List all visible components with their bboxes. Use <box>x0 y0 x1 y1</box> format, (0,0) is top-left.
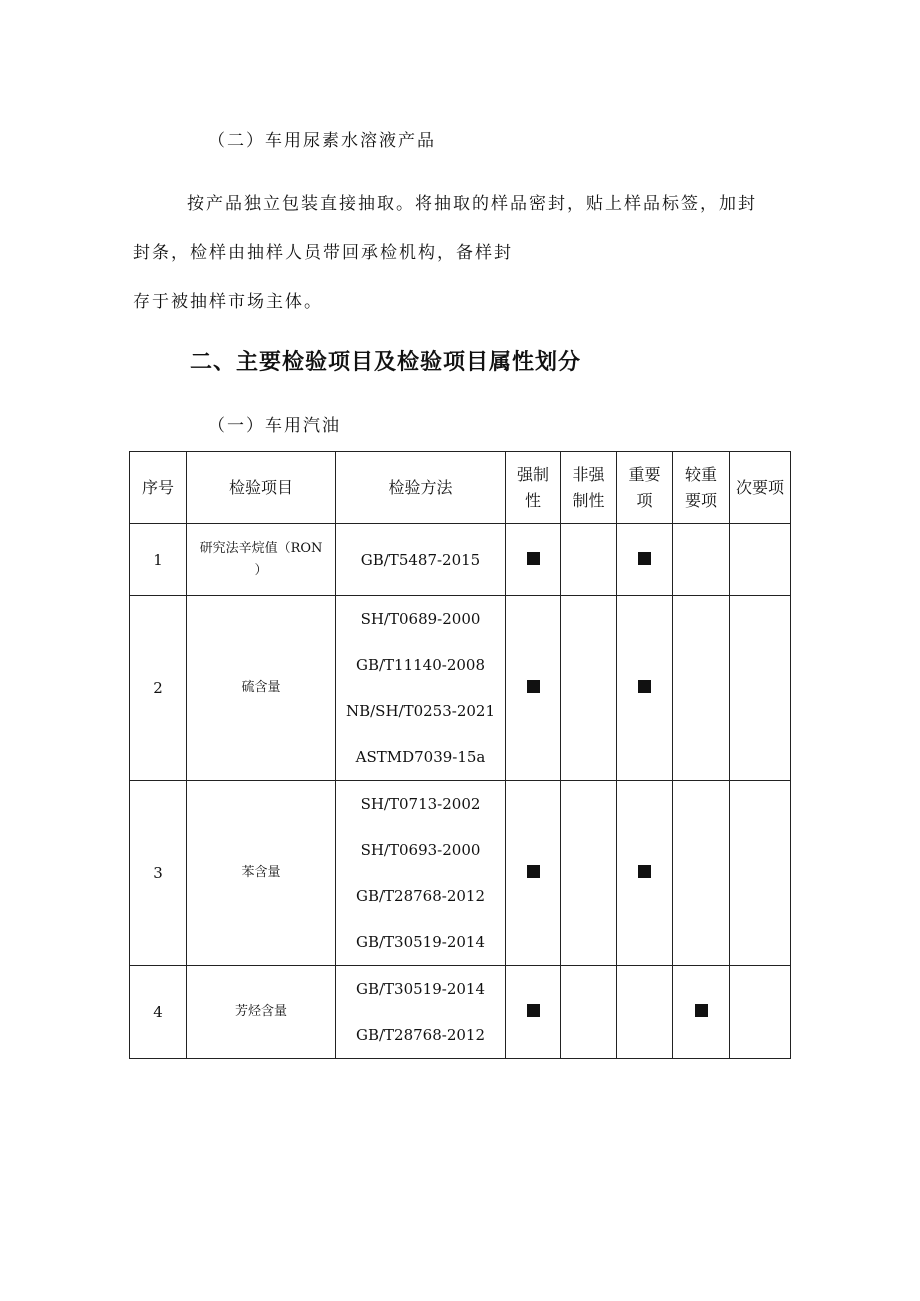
row-2-fairly-important <box>673 596 730 781</box>
row-3-method-3: GB/T28768-2012 <box>355 887 486 905</box>
row-4-minor <box>730 966 791 1059</box>
filled-square-icon <box>527 865 540 878</box>
row-3-mandatory <box>506 781 561 966</box>
header-minor: 次要项 <box>730 452 791 524</box>
row-4-method-2: GB/T28768-2012 <box>355 1026 486 1044</box>
header-fairly-important <box>673 452 730 524</box>
paragraph-line-2: 封条，检样由抽样人员带回承检机构，备样封 <box>133 243 513 263</box>
row-3-item: 苯含量 <box>187 781 336 966</box>
header-important-line-1: 重要 <box>628 464 661 484</box>
filled-square-icon <box>527 1004 540 1017</box>
row-2-item: 硫含量 <box>187 596 336 781</box>
row-4-mandatory <box>506 966 561 1059</box>
inspection-items-table <box>129 451 791 1059</box>
table-row <box>130 596 791 781</box>
table-header-row <box>130 452 791 524</box>
row-2-minor <box>730 596 791 781</box>
row-4-methods <box>336 966 506 1059</box>
header-fairly-important-line-1: 较重 <box>684 464 717 484</box>
row-2-non-mandatory <box>561 596 617 781</box>
row-3-important <box>617 781 673 966</box>
header-non-mandatory-line-1: 非强 <box>572 464 605 484</box>
header-no: 序号 <box>130 452 187 524</box>
row-2-method-1: SH/T0689-2000 <box>360 610 481 628</box>
row-1-mandatory <box>506 524 561 596</box>
header-fairly-important-line-2: 要项 <box>684 490 717 510</box>
row-1-item-line-2: ） <box>254 562 268 578</box>
row-2-mandatory <box>506 596 561 781</box>
filled-square-icon <box>638 552 651 565</box>
row-1-item-line-1: 研究法辛烷值（RON <box>199 540 323 556</box>
header-important-line-2: 项 <box>636 490 653 510</box>
row-2-methods <box>336 596 506 781</box>
row-4-no: 4 <box>130 966 187 1059</box>
header-method: 检验方法 <box>336 452 506 524</box>
row-4-non-mandatory <box>561 966 617 1059</box>
section-heading-inspection-items: 二、主要检验项目及检验项目属性划分 <box>190 350 582 375</box>
row-4-fairly-important <box>673 966 730 1059</box>
table-row <box>130 781 791 966</box>
row-2-important <box>617 596 673 781</box>
row-1-non-mandatory <box>561 524 617 596</box>
row-4-important <box>617 966 673 1059</box>
filled-square-icon <box>638 680 651 693</box>
header-mandatory <box>506 452 561 524</box>
row-2-method-3: NB/SH/T0253-2021 <box>345 702 496 720</box>
paragraph-line-1: 按产品独立包装直接抽取。将抽取的样品密封，贴上样品标签，加封 <box>187 194 757 214</box>
row-2-method-2: GB/T11140-2008 <box>355 656 486 674</box>
header-item: 检验项目 <box>187 452 336 524</box>
row-2-no: 2 <box>130 596 187 781</box>
row-1-no: 1 <box>130 524 187 596</box>
row-3-non-mandatory <box>561 781 617 966</box>
table-row <box>130 524 791 596</box>
row-1-methods <box>336 524 506 596</box>
row-3-method-1: SH/T0713-2002 <box>360 795 481 813</box>
filled-square-icon <box>527 552 540 565</box>
row-4-item: 芳烃含量 <box>187 966 336 1059</box>
filled-square-icon <box>638 865 651 878</box>
header-non-mandatory <box>561 452 617 524</box>
row-3-minor <box>730 781 791 966</box>
header-mandatory-line-2: 性 <box>524 490 541 510</box>
row-1-method-1: GB/T5487-2015 <box>360 550 481 569</box>
header-mandatory-line-1: 强制 <box>516 464 549 484</box>
sub-heading-urea-solution: （二）车用尿素水溶液产品 <box>208 131 436 151</box>
row-1-minor <box>730 524 791 596</box>
row-3-method-2: SH/T0693-2000 <box>360 841 481 859</box>
filled-square-icon <box>527 680 540 693</box>
row-1-important <box>617 524 673 596</box>
row-2-method-4: ASTMD7039-15a <box>355 748 486 766</box>
row-4-method-1: GB/T30519-2014 <box>355 980 486 998</box>
row-3-methods <box>336 781 506 966</box>
sub-heading-gasoline: （一）车用汽油 <box>208 416 341 436</box>
row-3-fairly-important <box>673 781 730 966</box>
header-non-mandatory-line-2: 制性 <box>572 490 605 510</box>
header-important <box>617 452 673 524</box>
table-row <box>130 966 791 1059</box>
row-1-fairly-important <box>673 524 730 596</box>
paragraph-line-3: 存于被抽样市场主体。 <box>133 292 323 312</box>
filled-square-icon <box>695 1004 708 1017</box>
row-3-method-4: GB/T30519-2014 <box>355 933 486 951</box>
row-3-no: 3 <box>130 781 187 966</box>
row-1-item <box>187 524 336 596</box>
